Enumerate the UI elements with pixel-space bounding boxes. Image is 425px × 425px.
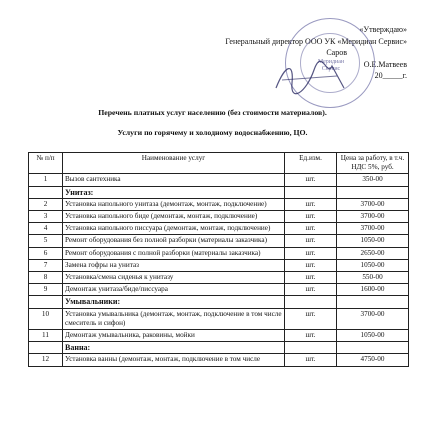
row-unit: шт. [285,223,337,235]
section-price-cell [337,296,409,308]
row-num: 2 [29,198,63,210]
table-header-row [29,153,409,174]
row-unit: шт. [285,284,337,296]
row-price: 1050-00 [337,235,409,247]
row-num: 1 [29,174,63,186]
row-name: Вызов сантехника [63,174,285,186]
signature-mark [272,58,352,98]
approve-label: «Утверждаю» [359,25,407,34]
row-name: Установка напольного писсуара (демонтаж, монтаж, подключение) [63,223,285,235]
table-row [29,272,409,284]
row-price: 3700-00 [337,223,409,235]
section-title: Умывальники: [63,296,285,308]
row-price: 3700-00 [337,308,409,329]
table-row [29,211,409,223]
section-num-cell [29,296,63,308]
table-row [29,330,409,342]
seal-text-2: Сервис [321,66,341,72]
table-body [29,174,409,366]
table-row [29,259,409,271]
row-num: 10 [29,308,63,329]
director-position: Генеральный директор ООО УК «Меридиан Сервис» [225,36,407,46]
row-unit: шт. [285,174,337,186]
approval-date: 20_____г. [374,71,407,80]
row-name: Ремонт оборудования без полной разборки (материалы заказчика) [63,235,285,247]
section-num-cell [29,342,63,354]
row-price: 4750-00 [337,354,409,366]
row-name: Демонтаж умывальника, раковины, мойки [63,330,285,342]
section-num-cell [29,186,63,198]
row-name: Установка напольного биде (демонтаж, монтаж, подключение) [63,211,285,223]
section-price-cell [337,186,409,198]
signatory-name: О.Е.Матвеев [363,59,407,69]
row-unit: шт. [285,198,337,210]
row-price: 1050-00 [337,259,409,271]
section-unit-cell [285,342,337,354]
row-price: 2650-00 [337,247,409,259]
row-num: 3 [29,211,63,223]
header-num: № п/п [29,153,63,174]
table-section-row [29,342,409,354]
table-section-row [29,296,409,308]
row-name: Демонтаж унитаза/биде/писсуара [63,284,285,296]
section-unit-cell [285,186,337,198]
row-name: Ремонт оборудования с полной разборки (материалы заказчика) [63,247,285,259]
row-price: 3700-00 [337,211,409,223]
table-row [29,354,409,366]
header-name: Наименование услуг [63,153,285,174]
table-row [29,247,409,259]
row-name: Замена гофры на унитаз [63,259,285,271]
table-row [29,174,409,186]
table-row [29,223,409,235]
row-price: 550-00 [337,272,409,284]
section-unit-cell [285,296,337,308]
row-unit: шт. [285,308,337,329]
row-name: Установка ванны (демонтаж, монтаж, подключение в том числе [63,354,285,366]
table-row [29,198,409,210]
row-num: 12 [29,354,63,366]
row-unit: шт. [285,211,337,223]
row-name: Установка/смена сиденья к унитазу [63,272,285,284]
row-price: 350-00 [337,174,409,186]
table-row [29,284,409,296]
row-num: 9 [29,284,63,296]
row-price: 1050-00 [337,330,409,342]
document-subtitle: Услуги по горячему и холодному водоснабжению, ЦО. [117,128,308,137]
row-unit: шт. [285,259,337,271]
row-unit: шт. [285,272,337,284]
place-label: Саров [326,48,347,57]
header-unit: Ед.изм. [285,153,337,174]
section-title: Унитаз: [63,186,285,198]
row-num: 8 [29,272,63,284]
table-row [29,235,409,247]
seal-text-1: Меридиан [317,59,345,65]
row-unit: шт. [285,235,337,247]
row-num: 5 [29,235,63,247]
row-num: 11 [29,330,63,342]
row-price: 3700-00 [337,198,409,210]
section-title: Ванна: [63,342,285,354]
row-price: 1600-00 [337,284,409,296]
row-num: 6 [29,247,63,259]
row-unit: шт. [285,354,337,366]
row-unit: шт. [285,330,337,342]
table-row [29,308,409,329]
table-section-row [29,186,409,198]
section-price-cell [337,342,409,354]
header-price: Цена за работу, в т.ч. НДС 5%, руб. [337,153,409,174]
document-title: Перечень платных услуг населению (без стоимости материалов). [98,108,327,117]
row-unit: шт. [285,247,337,259]
row-num: 4 [29,223,63,235]
row-name: Установка умывальника (демонтаж, монтаж, подключение в том числе смеситель и сифон) [63,308,285,329]
row-num: 7 [29,259,63,271]
row-name: Установка напольного унитаза (демонтаж, монтаж, подключение) [63,198,285,210]
services-table [28,152,409,367]
